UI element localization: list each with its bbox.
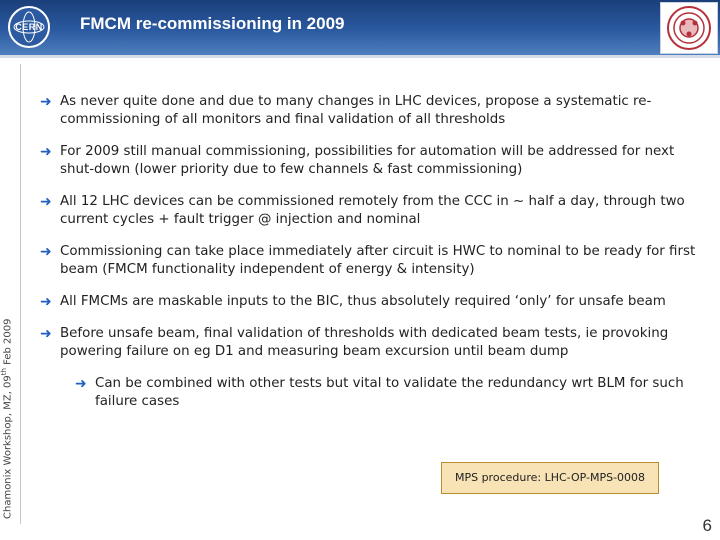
arrow-right-icon: ➜ <box>40 294 52 310</box>
bullet-item: ➜ All 12 LHC devices can be commissioned remotely from the CCC in ~ half a day, through two current cycles + fault trigger @ injection and nominal <box>40 194 685 227</box>
bullet-item: ➜ Commissioning can take place immediately after circuit is HWC to nominal to be ready for first beam (FMCM functionality independent of energy & intensity) <box>40 244 696 277</box>
seal-emblem-icon <box>660 2 718 54</box>
arrow-right-icon: ➜ <box>40 144 52 160</box>
procedure-box: MPS procedure: LHC-OP-MPS-0008 <box>441 462 659 494</box>
bullet-item: ➜ Before unsafe beam, final validation of thresholds with dedicated beam tests, ie provoking powering failure on eg D1 and measuring beam excursion until beam dump <box>40 326 669 359</box>
arrow-right-icon: ➜ <box>40 194 52 210</box>
arrow-right-icon: ➜ <box>40 94 52 110</box>
bullet-list <box>40 93 700 424</box>
footer-side-text: Chamonix Workshop, MZ, 09th Feb 2009 <box>0 318 14 519</box>
arrow-right-icon: ➜ <box>40 326 52 342</box>
page-title: FMCM re-commissioning in 2009 <box>80 14 345 33</box>
bullet-item: ➜ All FMCMs are maskable inputs to the BIC, thus absolutely required ‘only’ for unsafe beam <box>40 294 666 310</box>
header-divider <box>0 55 720 58</box>
arrow-right-icon: ➜ <box>75 376 87 392</box>
logo-text: CERN <box>15 22 43 32</box>
bullet-item: ➜ As never quite done and due to many changes in LHC devices, propose a systematic re-commissioning of all monitors and final validation of all thresholds <box>40 94 652 127</box>
bullet-item: ➜ For 2009 still manual commissioning, possibilities for automation will be addressed for next shut-down (lower priority due to few channels & fast commissioning) <box>40 144 675 177</box>
sub-bullet-item: ➜ Can be combined with other tests but vital to validate the redundancy wrt BLM for such failure cases <box>75 376 684 409</box>
page-number: 6 <box>702 516 712 535</box>
side-divider <box>20 64 21 524</box>
cern-logo-icon <box>8 6 50 48</box>
arrow-right-icon: ➜ <box>40 244 52 260</box>
